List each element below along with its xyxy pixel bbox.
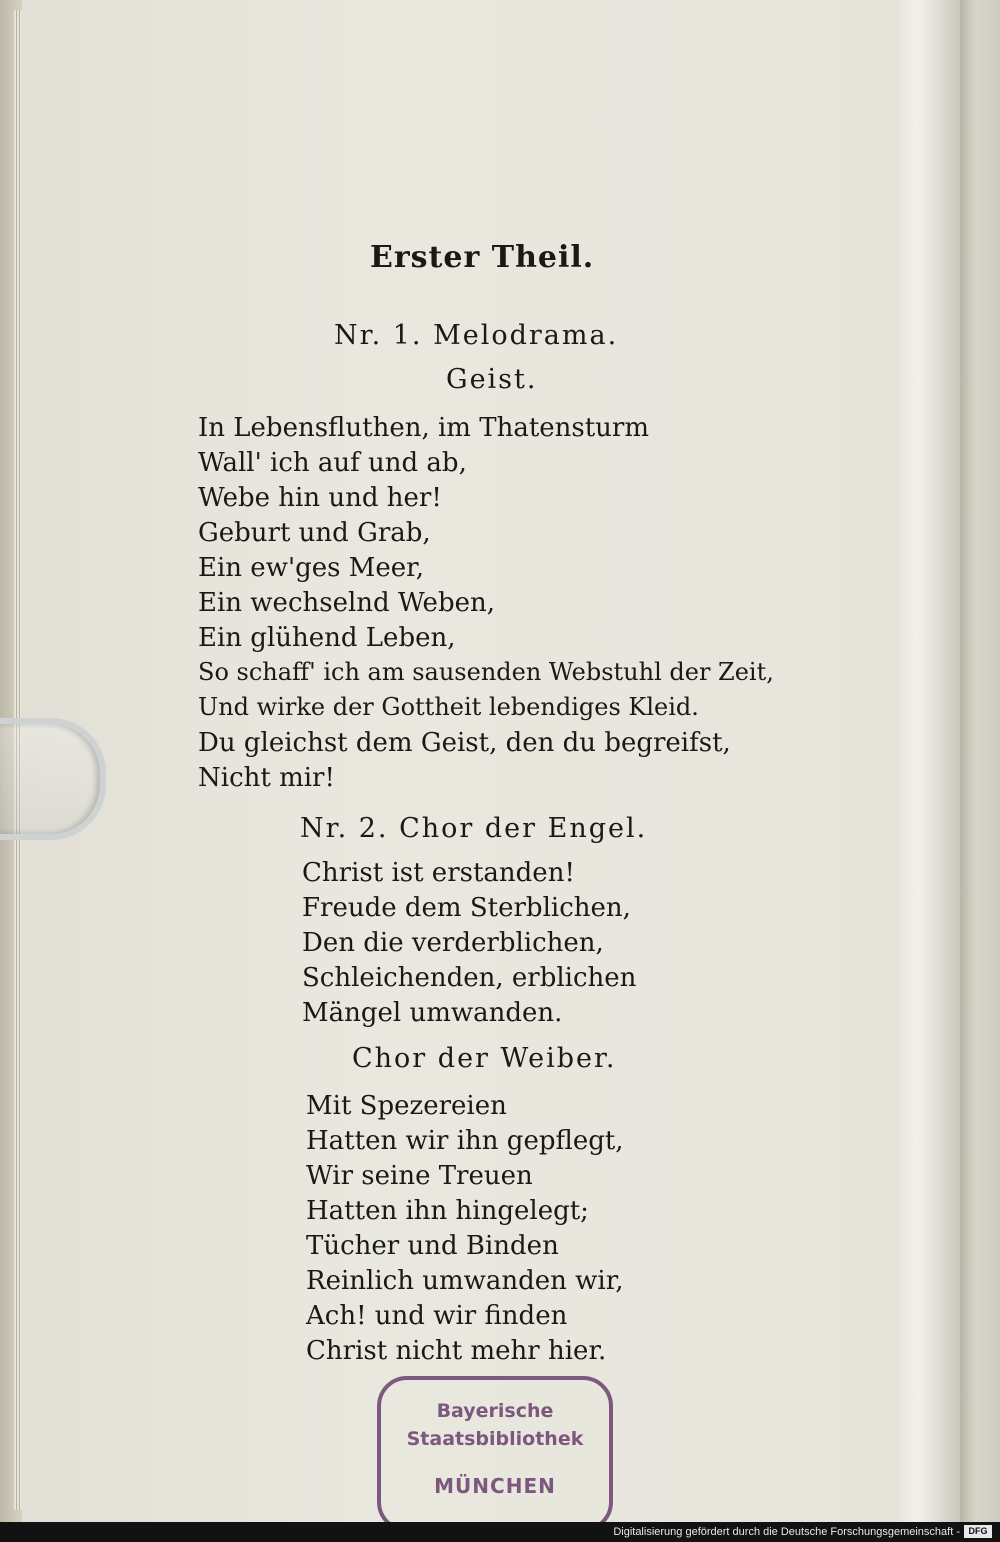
section-heading-1: Nr. 1. Melodrama. (334, 320, 619, 351)
footer-bar (0, 1522, 1000, 1542)
verse-line: Freude dem Sterblichen, (302, 893, 631, 923)
verse-line: Du gleichst dem Geist, den du begreifst, (198, 728, 731, 758)
verse-line: Ein wechselnd Weben, (198, 588, 495, 618)
verse-line: Mit Spezereien (306, 1091, 507, 1121)
section-heading-2: Nr. 2. Chor der Engel. (300, 813, 648, 844)
verse-line: Reinlich umwanden wir, (306, 1266, 624, 1296)
verse-line: Hatten wir ihn gepflegt, (306, 1126, 624, 1156)
speaker-label: Geist. (446, 364, 538, 395)
verse-line: Tücher und Binden (306, 1231, 559, 1261)
verse-line: Hatten ihn hingelegt; (306, 1196, 589, 1226)
verse-line: Webe hin und her! (198, 483, 442, 513)
verse-line: In Lebensfluthen, im Thatensturm (198, 413, 650, 443)
verse-line: Mängel umwanden. (302, 998, 563, 1028)
verse-line: Ein ew'ges Meer, (198, 553, 424, 583)
stamp-line-3: MÜNCHEN (434, 1474, 556, 1498)
verse-line: So schaff' ich am sausenden Webstuhl der Zeit, (198, 658, 774, 686)
verse-line: Wir seine Treuen (306, 1161, 533, 1191)
verse-line: Geburt und Grab, (198, 518, 431, 548)
section-heading-3: Chor der Weiber. (352, 1043, 617, 1074)
stamp-line-2: Staatsbibliothek (406, 1428, 584, 1450)
library-stamp (377, 1376, 613, 1522)
adjacent-page-edge (960, 0, 1000, 1522)
page-title: Erster Theil. (370, 240, 595, 275)
dfg-logo-icon: DFG (964, 1525, 992, 1538)
verse-line: Den die verderblichen, (302, 928, 604, 958)
verse-line: Ach! und wir finden (306, 1301, 568, 1331)
stamp-line-1: Bayerische (436, 1400, 554, 1422)
verse-line: Wall' ich auf und ab, (198, 448, 467, 478)
verse-line: Ein glühend Leben, (198, 623, 456, 653)
verse-line: Und wirke der Gottheit lebendiges Kleid. (198, 693, 699, 721)
verse-line: Christ ist erstanden! (302, 858, 575, 888)
footer-credit: Digitalisierung gefördert durch die Deutsche Forschungsgemeinschaft - (613, 1526, 960, 1538)
page-clip (0, 718, 106, 840)
verse-line: Christ nicht mehr hier. (306, 1336, 607, 1366)
book-page (22, 0, 900, 1522)
verse-line: Nicht mir! (198, 763, 335, 793)
book-gutter (900, 0, 960, 1522)
verse-line: Schleichenden, erblichen (302, 963, 637, 993)
